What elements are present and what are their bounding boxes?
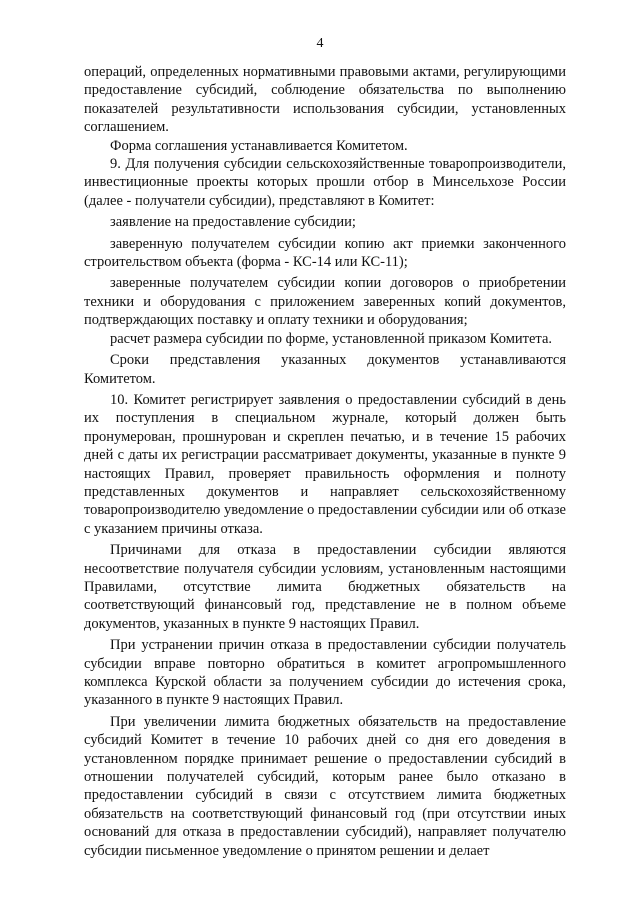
- paragraph-refusal-reasons: Причинами для отказа в предоставлении субсидии являются несоответствие получателя субсидии условиям, установленным настоящими Правилами, отсутствие лимита бюджетных обязательств на соответствующий финансовый год, представление не в полном объеме документов, указанных в пункте 9 настоящих Правил.: [84, 542, 566, 632]
- paragraph-item-9: 9. Для получения субсидии сельскохозяйственные товаропроизводители, инвестиционные проекты которых прошли отбор в Минсельхозе России (далее - получатели субсидии), представляют в Комитет:: [84, 156, 566, 209]
- page-number: 4: [316, 36, 324, 51]
- list-item-calculation: расчет размера субсидии по форме, установленной приказом Комитета.: [110, 330, 553, 347]
- paragraph-agreement-form: Форма соглашения устанавливается Комитетом.: [110, 137, 408, 154]
- paragraph-deadlines: Сроки представления указанных документов устанавливаются Комитетом.: [84, 352, 566, 387]
- paragraph-resubmission: При устранении причин отказа в предоставлении субсидии получатель субсидии вправе повторно обратиться в комитет агропромышленного комплекса Курской области за получением субсидии до истечения срока, указанного в пункте 9 настоящих Правил.: [84, 637, 566, 709]
- list-item-acceptance-act: заверенную получателем субсидии копию акт приемки законченного строительством объекта (форма - КС-14 или КС-11);: [84, 235, 566, 271]
- paragraph-limit-increase: При увеличении лимита бюджетных обязательств на предоставление субсидий Комитет в течение 10 рабочих дней со дня его доведения в установленном порядке принимает решение о предоставлении субсидий в отношении получателей субсидий, которым ранее было отказано в предоставлении субсидий в связи с отсутствием лимита бюджетных обязательств на соответствующий финансовый год (при отсутствии иных оснований для отказа в предоставлении субсидий), направляет получателю субсидии письменное уведомление о принятом решении и делает: [84, 713, 566, 859]
- document-body: [84, 63, 566, 860]
- paragraph-item-10: 10. Комитет регистрирует заявления о предоставлении субсидий в день их поступления в специальном журнале, который должен быть пронумерован, прошнурован и скреплен печатью, и в течение 15 рабочих дней с даты их регистрации рассматривает документы, указанные в пункте 9 настоящих Правил, проверяет правильность оформления и полноту представленных документов и направляет сельскохозяйственному товаропроизводителю уведомление о предоставлении субсидии или об отказе с указанием причины отказа.: [84, 391, 566, 537]
- list-item-application: заявление на предоставление субсидии;: [110, 214, 356, 231]
- list-item-contracts: заверенные получателем субсидии копии договоров о приобретении техники и оборудования с приложением заверенных копий документов, подтверждающих поставку и оплату техники и оборудования;: [84, 275, 566, 329]
- paragraph-continuation: операций, определенных нормативными правовыми актами, регулирующими предоставление субсидий, соблюдение обязательства по выполнению показателей результативности использования субсидии, установленных соглашением.: [84, 64, 566, 136]
